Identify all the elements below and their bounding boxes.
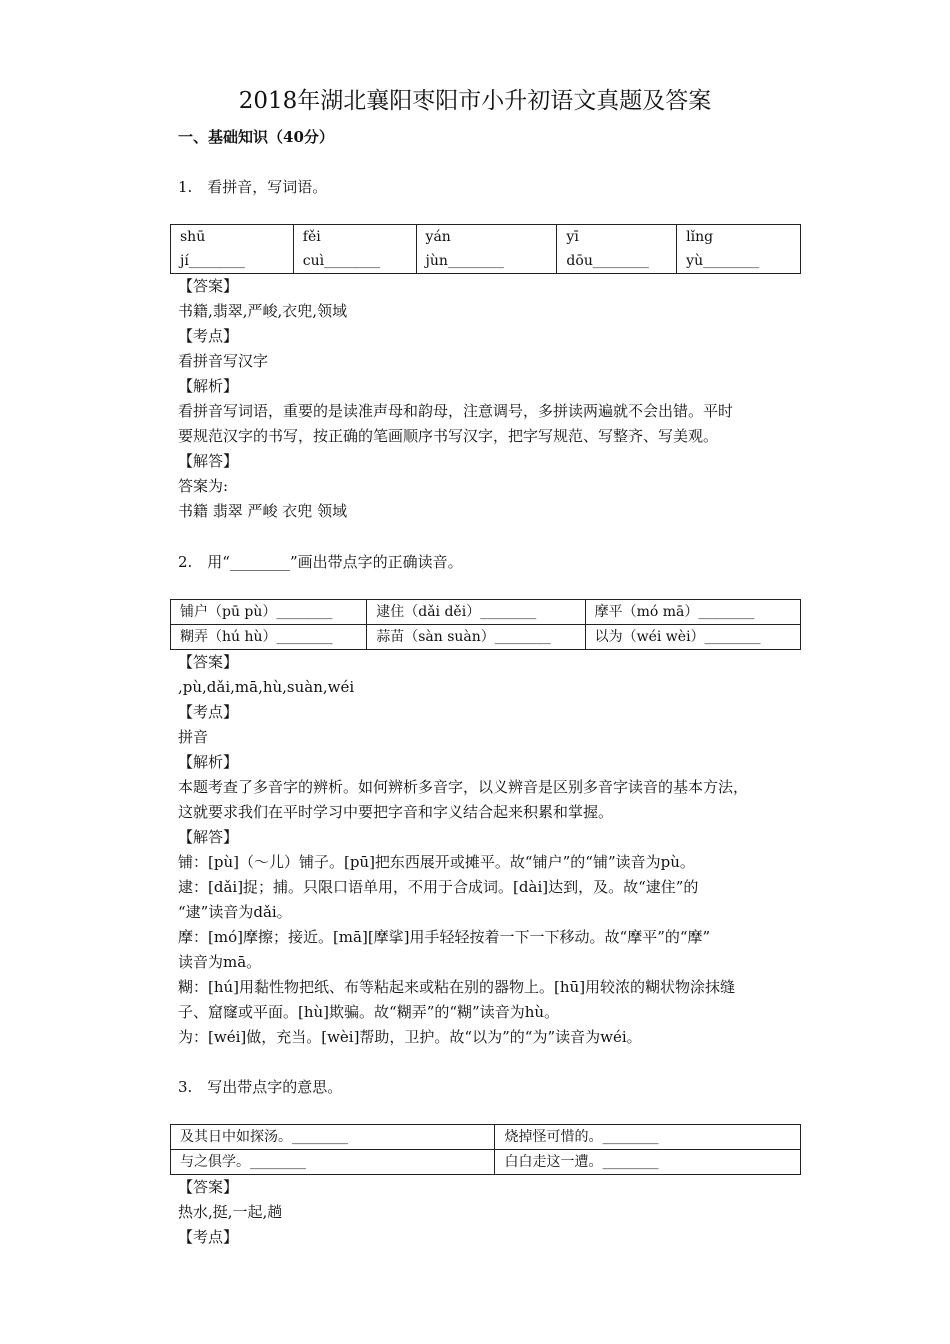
section-heading: 一、基础知识（40分） [178, 128, 334, 146]
reading-cell: 铺户（pū pù）________ [171, 600, 367, 625]
meaning-cell: 烧掉怪可惜的。________ [495, 1125, 801, 1150]
jiexi-tag: 【解析】 [178, 753, 239, 771]
answer-text: 热水,挺,一起,趟 [178, 1203, 283, 1221]
jieda-text: 书籍 翡翠 严峻 衣兜 领域 [178, 502, 348, 520]
jiexi-text: 这就要求我们在平时学习中要把字音和字义结合起来积累和掌握。 [178, 803, 614, 821]
jieda-line: “逮”读音为dǎi。 [178, 903, 292, 921]
question-1-solution [178, 274, 808, 524]
pinyin-cell: fěi cuì________ [293, 225, 416, 274]
answer-tag: 【答案】 [178, 653, 239, 671]
kaodian-text: 看拼音写汉字 [178, 352, 269, 370]
jiexi-text: 要规范汉字的书写，按正确的笔画顺序书写汉字，把字写规范、写整齐、写美观。 [178, 427, 719, 445]
meaning-table [170, 1124, 801, 1175]
jieda-line: 子、窟窿或平面。[hù]欺骗。故“糊弄”的“糊”读音为hù。 [178, 1003, 560, 1021]
question-3-solution [178, 1175, 808, 1250]
question-2-prompt: 2. 用“________”画出带点字的正确读音。 [178, 553, 463, 571]
jiexi-tag: 【解析】 [178, 377, 239, 395]
answer-tag: 【答案】 [178, 1178, 239, 1196]
jieda-tag: 【解答】 [178, 452, 239, 470]
answer-text: ,pù,dǎi,mā,hù,suàn,wéi [178, 678, 355, 696]
pinyin-cell: lǐng yù________ [677, 225, 801, 274]
question-1-prompt: 1. 看拼音，写词语。 [178, 178, 328, 196]
pinyin-cell: yī dōu________ [557, 225, 677, 274]
jieda-line: 逮：[dǎi]捉；捕。只限口语单用，不用于合成词。[dài]达到，及。故“逮住”的 [178, 878, 699, 896]
kaodian-tag: 【考点】 [178, 327, 239, 345]
jieda-line: 摩：[mó]摩擦；接近。[mā][摩挲]用手轻轻按着一下一下移动。故“摩平”的“摩” [178, 928, 711, 946]
question-3-prompt: 3. 写出带点字的意思。 [178, 1078, 343, 1096]
reading-cell: 糊弄（hú hù）________ [171, 625, 367, 650]
reading-cell: 摩平（mó mā）________ [585, 600, 800, 625]
kaodian-tag: 【考点】 [178, 1228, 239, 1246]
pinyin-cell: shū jí________ [171, 225, 294, 274]
kaodian-tag: 【考点】 [178, 703, 239, 721]
meaning-cell: 与之俱学。________ [171, 1150, 495, 1175]
meaning-cell: 及其日中如探汤。________ [171, 1125, 495, 1150]
reading-table [170, 599, 801, 650]
answer-tag: 【答案】 [178, 277, 239, 295]
reading-cell: 逮住（dǎi děi）________ [367, 600, 585, 625]
answer-text: 书籍,翡翠,严峻,衣兜,领域 [178, 302, 348, 320]
pinyin-table [170, 224, 801, 274]
page-title: 2018年湖北襄阳枣阳市小升初语文真题及答案 [238, 88, 712, 114]
jiexi-text: 本题考查了多音字的辨析。如何辨析多音字，以义辨音是区别多音字读音的基本方法， [178, 778, 749, 796]
question-2-solution [178, 650, 808, 1050]
pinyin-cell: yán jùn________ [416, 225, 557, 274]
meaning-cell: 白白走这一遭。________ [495, 1150, 801, 1175]
jieda-line: 为：[wéi]做，充当。[wèi]帮助，卫护。故“以为”的“为”读音为wéi。 [178, 1028, 642, 1046]
jieda-line: 糊：[hú]用黏性物把纸、布等粘起来或粘在别的器物上。[hū]用较浓的糊状物涂抹缝 [178, 978, 736, 996]
reading-cell: 以为（wéi wèi）________ [585, 625, 800, 650]
jieda-text: 答案为: [178, 477, 229, 495]
reading-cell: 蒜苗（sàn suàn）________ [367, 625, 585, 650]
jiexi-text: 看拼音写词语，重要的是读准声母和韵母，注意调号，多拼读两遍就不会出错。平时 [178, 402, 734, 420]
jieda-tag: 【解答】 [178, 828, 239, 846]
kaodian-text: 拼音 [178, 728, 209, 746]
jieda-line: 读音为mā。 [178, 953, 262, 971]
jieda-line: 铺：[pù]（～儿）铺子。[pū]把东西展开或摊平。故“铺户”的“铺”读音为pù。 [178, 853, 695, 871]
